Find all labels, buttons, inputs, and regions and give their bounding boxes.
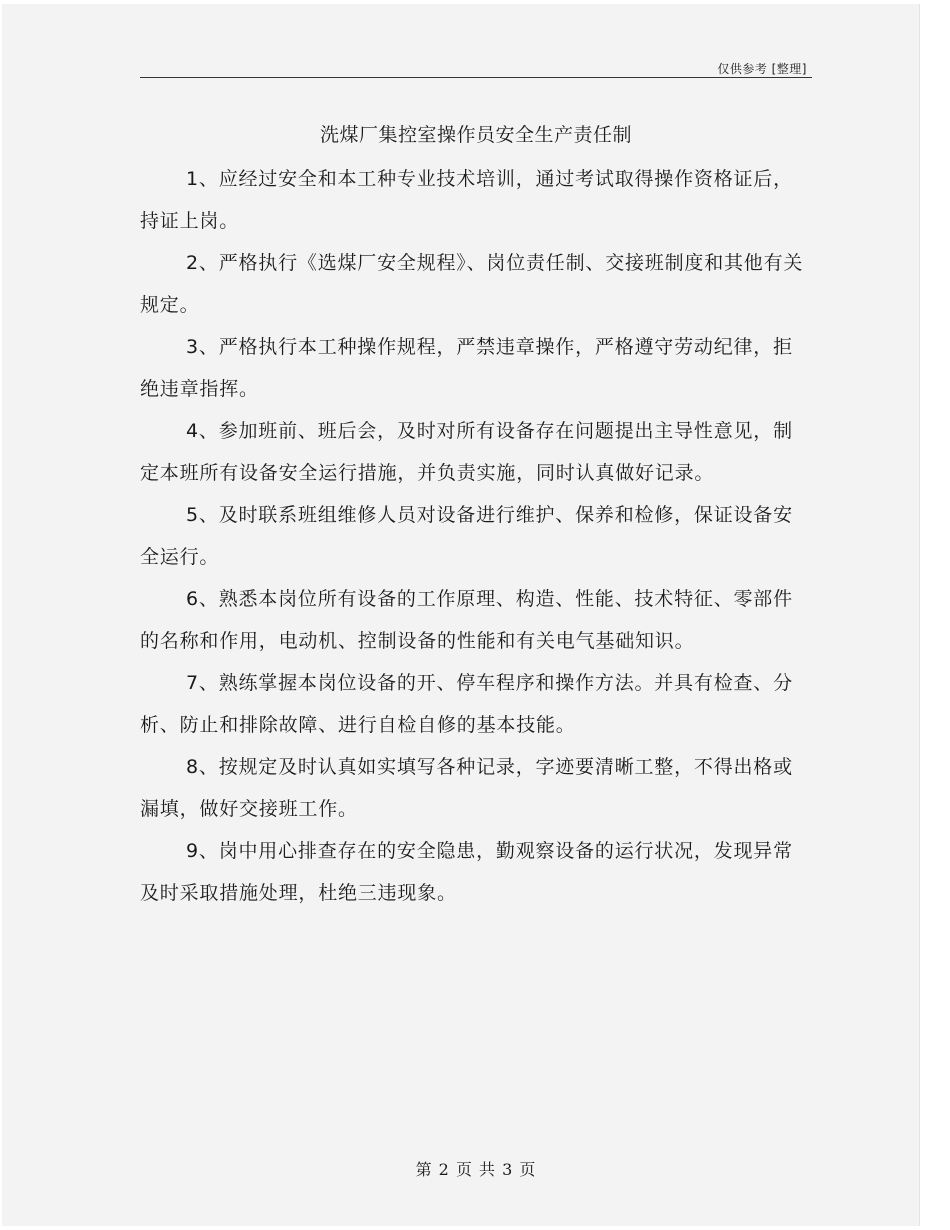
clause-6: 6、熟悉本岗位所有设备的工作原理、构造、性能、技术特征、零部件的名称和作用，电动机、控制设备的性能和有关电气基础知识。	[140, 588, 793, 652]
header-divider	[140, 77, 812, 78]
page-number: 第 2 页 共 3 页	[415, 1160, 537, 1179]
clause-list	[140, 158, 812, 914]
clause-8: 8、按规定及时认真如实填写各种记录，字迹要清晰工整，不得出格或漏填，做好交接班工作。	[140, 756, 793, 820]
clause-2: 2、严格执行《选煤厂安全规程》、岗位责任制、交接班制度和其他有关规定。	[140, 252, 804, 316]
clause-3: 3、严格执行本工种操作规程，严禁违章操作，严格遵守劳动纪律，拒绝违章指挥。	[140, 336, 793, 400]
clause-4: 4、参加班前、班后会，及时对所有设备存在问题提出主导性意见，制定本班所有设备安全运行措施，并负责实施，同时认真做好记录。	[140, 420, 793, 484]
clause-5: 5、及时联系班组维修人员对设备进行维护、保养和检修，保证设备安全运行。	[140, 504, 793, 568]
header-note: 仅供参考 [整理]	[717, 62, 807, 76]
clause-7: 7、熟练掌握本岗位设备的开、停车程序和操作方法。并具有检查、分析、防止和排除故障、进行自检自修的基本技能。	[140, 672, 793, 736]
clause-1: 1、应经过安全和本工种专业技术培训，通过考试取得操作资格证后，持证上岗。	[140, 168, 793, 232]
document-page	[2, 4, 920, 1226]
clause-9: 9、岗中用心排查存在的安全隐患，勤观察设备的运行状况，发现异常及时采取措施处理，杜绝三违现象。	[140, 840, 793, 904]
document-title: 洗煤厂集控室操作员安全生产责任制	[319, 124, 632, 146]
